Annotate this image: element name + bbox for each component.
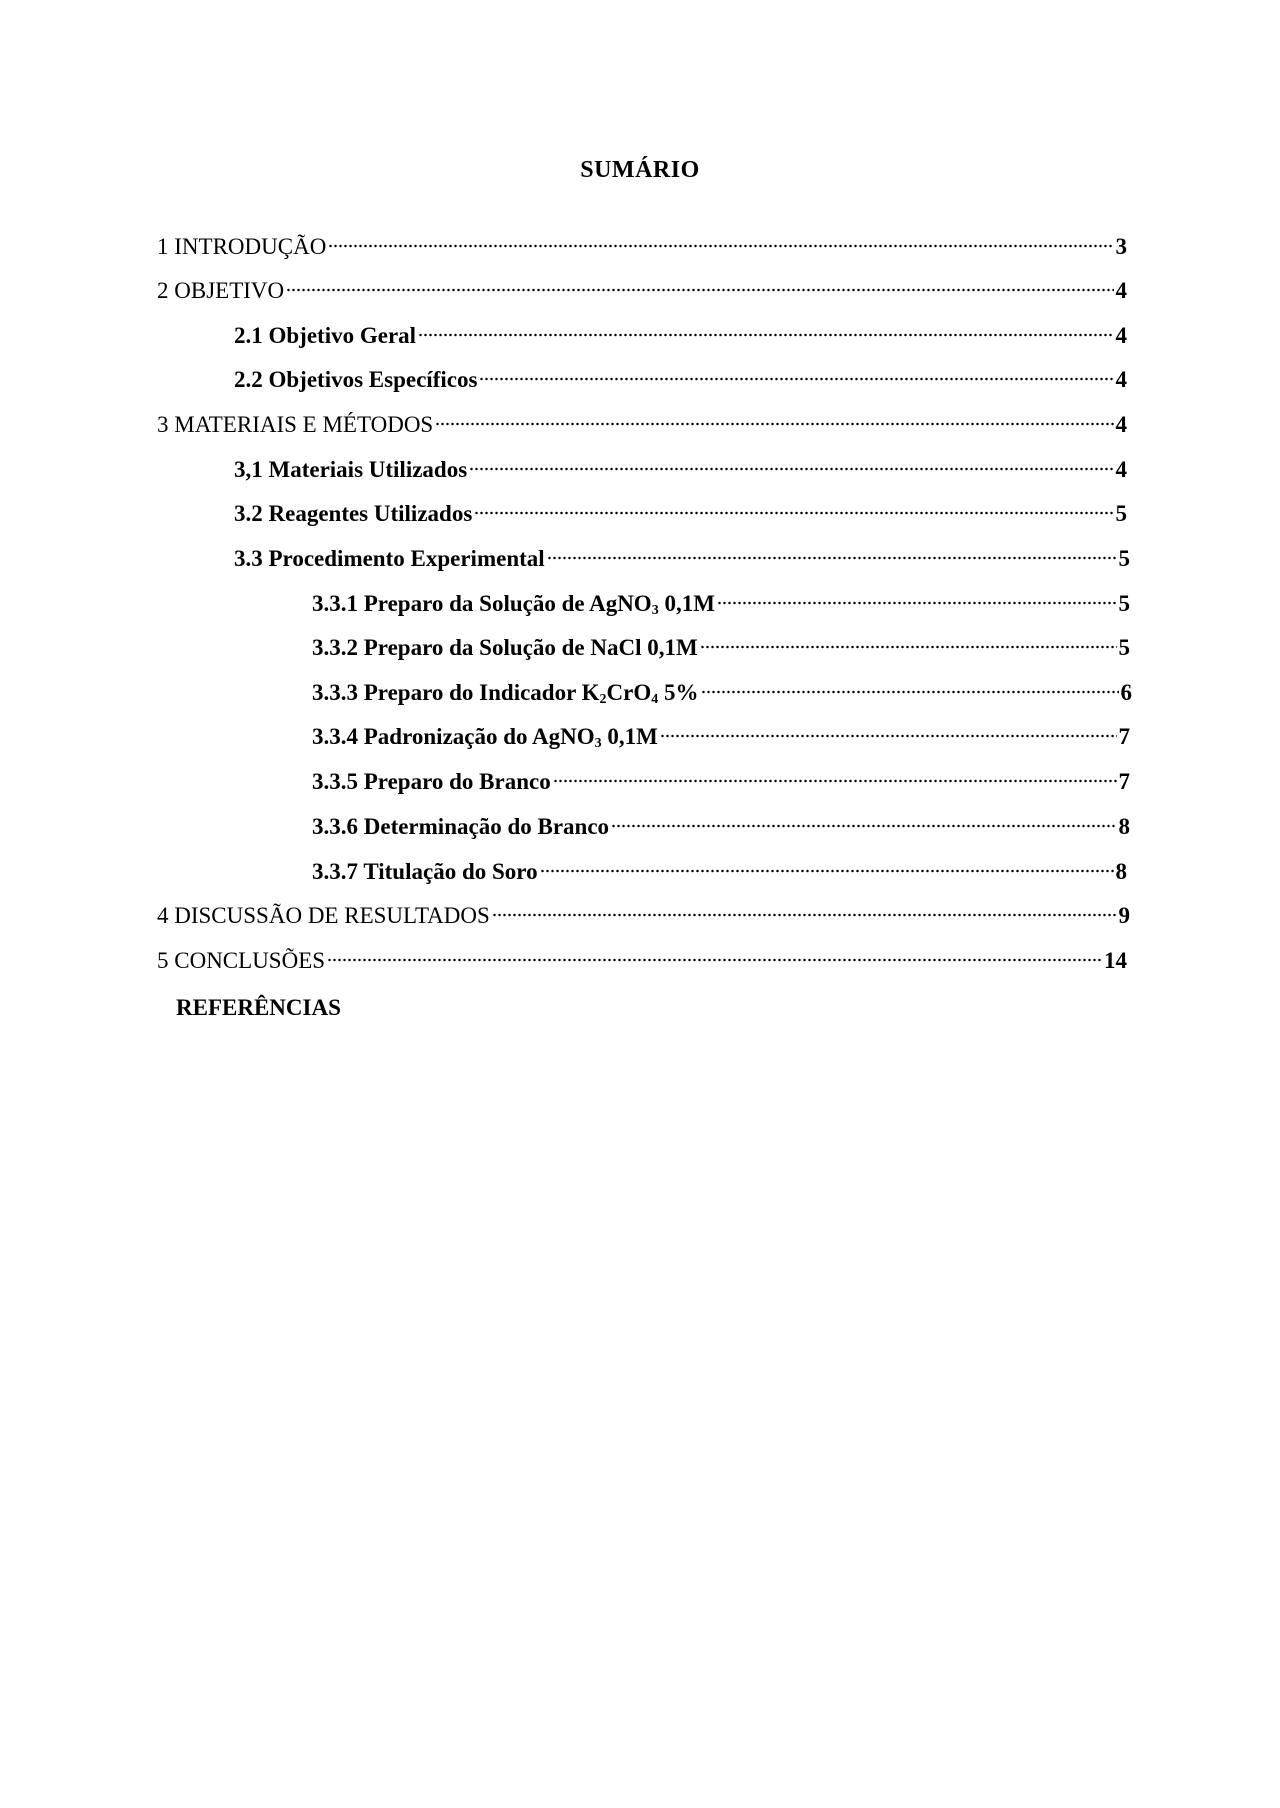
toc-entry-page: 8	[1118, 814, 1130, 839]
toc-leader-dots	[611, 824, 1116, 828]
subscript: 4	[651, 692, 659, 707]
toc-entry-5	[157, 946, 1127, 976]
toc-entry-label: 3.3.4 Padronização do AgNO$_3$ 0,1M	[312, 724, 658, 751]
subscript: 2	[599, 692, 607, 707]
toc-heading: SUMÁRIO	[580, 157, 700, 183]
toc-entry-label: 2.1 Objetivo Geral	[234, 323, 417, 348]
toc-leader-dots	[286, 288, 1113, 292]
toc-entry-label: 2 OBJETIVO	[157, 278, 285, 303]
toc-leader-dots	[479, 377, 1113, 381]
toc-entry-3	[157, 410, 1127, 440]
toc-entry-2-2	[234, 365, 1127, 395]
toc-entry-3-2	[234, 499, 1127, 529]
toc-leader-dots	[328, 244, 1113, 248]
toc-entry-page: 6	[1120, 680, 1132, 705]
toc-entry-3-3-7	[312, 857, 1127, 887]
subscript: 3	[594, 736, 602, 751]
toc-entry-3-1	[234, 455, 1127, 485]
toc-entry-2-1	[234, 321, 1127, 351]
toc-entry-page: 9	[1118, 903, 1130, 928]
toc-entry-label: 3.3.7 Titulação do Soro	[312, 859, 538, 884]
toc-leader-dots	[660, 734, 1117, 738]
toc-entry-2	[157, 276, 1127, 306]
toc-entry-page: 7	[1118, 769, 1130, 794]
toc-entry-3-3-5	[312, 767, 1130, 797]
toc-entry-label: 3.3.5 Preparo do Branco	[312, 769, 551, 794]
toc-entry-3-3-3	[312, 678, 1132, 708]
toc-entry-3-3	[234, 544, 1130, 574]
toc-entry-label: 3.3.3 Preparo do Indicador $K_2CrO_4$ 5%	[312, 680, 699, 707]
toc-entry-1	[157, 232, 1127, 262]
toc-entry-3-3-6	[312, 812, 1130, 842]
subscript: 3	[651, 603, 659, 618]
toc-entry-label: 1 INTRODUÇÃO	[157, 234, 327, 259]
toc-entry-page: 4	[1115, 412, 1127, 437]
toc-leader-dots	[469, 467, 1113, 471]
toc-entry-page: 5	[1118, 591, 1130, 616]
toc-leader-dots	[717, 601, 1117, 605]
toc-leader-dots	[701, 690, 1119, 694]
toc-entry-label: 3.3 Procedimento Experimental	[234, 546, 545, 571]
toc-entry-label: 3.3.1 Preparo da Solução de AgNO$_3$ 0,1M	[312, 591, 715, 618]
toc-entry-label: 3.3.2 Preparo da Solução de NaCl 0,1M	[312, 635, 698, 660]
toc-entry-label: 4 DISCUSSÃO DE RESULTADOS	[157, 903, 490, 928]
toc-entry-page: 4	[1115, 278, 1127, 303]
toc-entry-references: REFERÊNCIAS	[176, 995, 341, 1020]
toc-entry-label: 5 CONCLUSÕES	[157, 948, 326, 973]
toc-entry-page: 4	[1115, 367, 1127, 392]
toc-leader-dots	[435, 422, 1113, 426]
toc-leader-dots	[547, 556, 1117, 560]
toc-entry-page: 4	[1115, 323, 1127, 348]
toc-entry-page: 14	[1104, 948, 1127, 973]
toc-leader-dots	[418, 333, 1113, 337]
toc-entry-3-3-2	[312, 633, 1130, 663]
toc-entry-page: 3	[1115, 234, 1127, 259]
toc-entry-page: 5	[1115, 501, 1127, 526]
toc-entry-4	[157, 901, 1130, 931]
toc-entry-label: 3.2 Reagentes Utilizados	[234, 501, 473, 526]
toc-entry-label: 3,1 Materiais Utilizados	[234, 457, 468, 482]
toc-entry-page: 5	[1118, 635, 1130, 660]
toc-entry-label: 3.3.6 Determinação do Branco	[312, 814, 610, 839]
toc-entry-page: 5	[1118, 546, 1130, 571]
toc-leader-dots	[327, 958, 1102, 962]
toc-leader-dots	[540, 869, 1114, 873]
toc-leader-dots	[553, 779, 1117, 783]
toc-leader-dots	[492, 913, 1117, 917]
toc-entry-3-3-4	[312, 722, 1130, 752]
toc-entry-label: 2.2 Objetivos Específicos	[234, 367, 478, 392]
toc-leader-dots	[700, 645, 1117, 649]
toc-entry-page: 8	[1115, 859, 1127, 884]
toc-entry-page: 4	[1115, 457, 1127, 482]
toc-entry-3-3-1	[312, 589, 1130, 619]
toc-entry-label: 3 MATERIAIS E MÉTODOS	[157, 412, 434, 437]
toc-leader-dots	[474, 511, 1113, 515]
toc-entry-page: 7	[1118, 724, 1130, 749]
